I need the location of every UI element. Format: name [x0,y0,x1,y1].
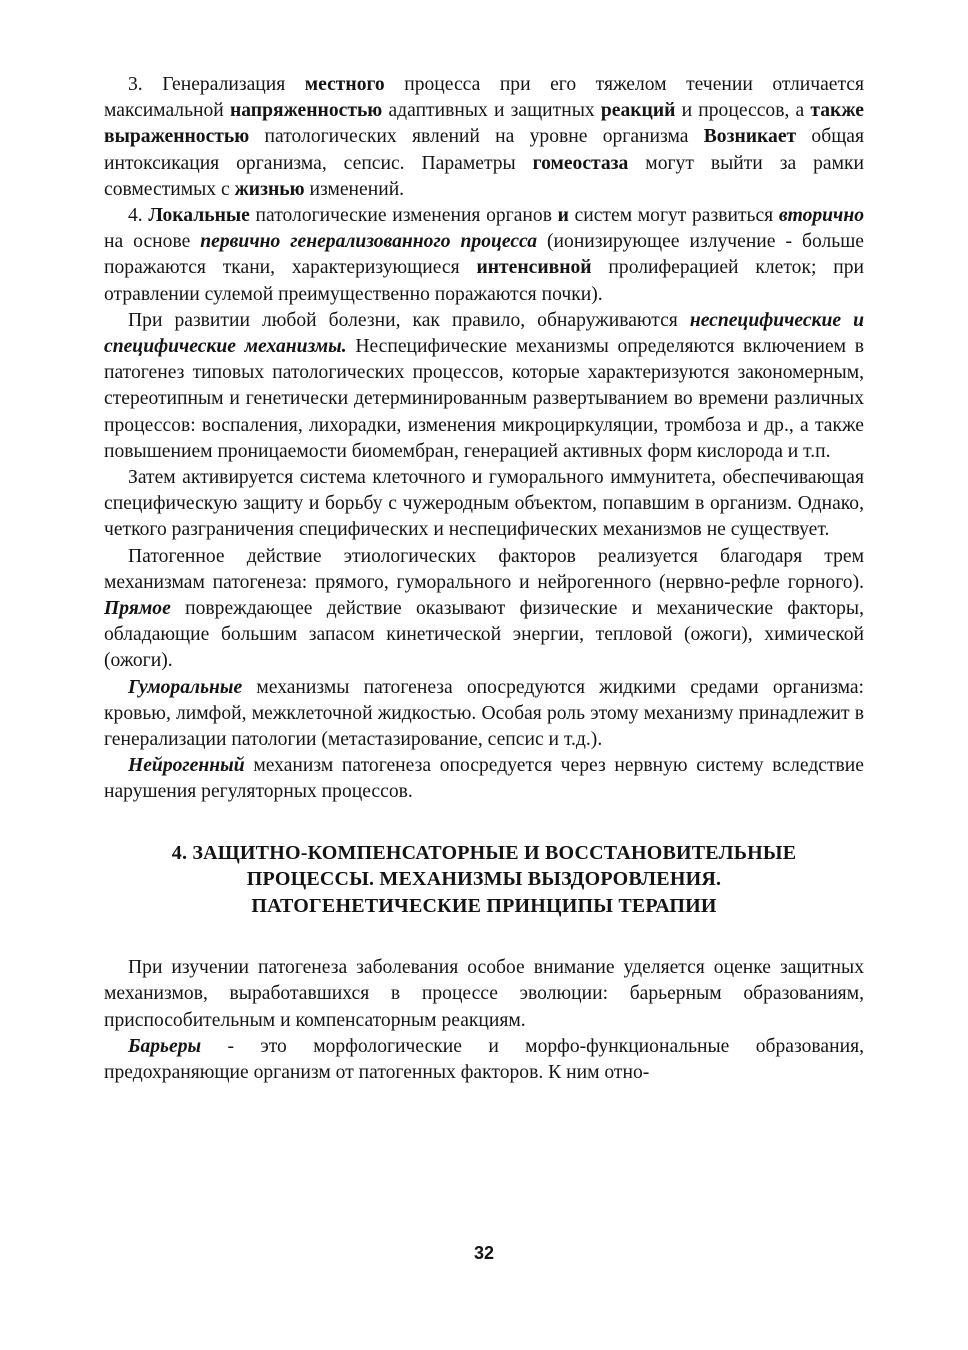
text-run: (ионизирующее излучение - больше поражаются ткани, характеризующиеся [104,231,865,279]
body-text-after-section [104,955,864,1086]
paragraph [104,1034,864,1086]
emphasis-text: Нейрогенный [128,755,245,777]
page-number: 32 [473,1243,495,1263]
text-run: 4. [128,205,149,227]
paragraph [104,753,864,805]
text-run: на основе [104,231,201,253]
text-run: могут выйти за рамки совместимых с [104,152,864,200]
emphasis-text: вторично [778,205,865,227]
text-run: 3. Генерализация [128,74,305,95]
paragraph [104,203,864,308]
text-run: процесса при его тяжелом течении отличается максимальной [104,74,864,122]
paragraph [104,308,864,465]
emphasis-text: Барьеры [128,1035,202,1057]
text-run: и процессов, а [675,100,811,122]
text-run: патологические изменения органов [249,205,558,227]
text-run: механизмы патогенеза опосредуются жидкими средами организма: кровью, лимфой, межклеточной жидкостью. Особая роль этому механизму принадлежит в генерализации патологии (метастазирование, сепсис и т.д.). [104,676,864,751]
emphasis-text: Прямое [104,598,171,620]
text-run: При изучении патогенеза заболевания особое внимание уделяется оценке защитных механизмов, выработавшихся в процессе эволюции: барьерным образованиям, приспособительным и компенсаторным реакциям. [104,957,864,1031]
text-run: систем могут развиться [568,205,779,227]
emphasis-text: и [557,205,569,227]
body-text-before-section [104,72,864,806]
text-run: адаптивных и защитных [382,100,601,122]
text-run: пролиферацией клеток; при отравлении сулемой преимущественно поражаются почки). [104,257,864,305]
emphasis-text: Локальные [148,205,250,227]
text-run: Затем активируется система клеточного и гуморального иммунитета, обеспечивающая специфическую защиту и борьбу с чужеродным объектом, попавшим в организм. Однако, четкого разграничения специфических и неспецифических механизмов не существует. [104,467,864,541]
text-run: общая интоксикация организма, сепсис. Параметры [104,126,864,174]
text-run: Патогенное действие этиологических факторов реализуется благодаря трем механизмам патогенеза: прямого, гуморального и нейрогенного (нервно-рефле горного). [104,545,864,593]
emphasis-text: неспецифические и специфические механизмы. [104,309,864,358]
emphasis-text: интенсивной [476,257,592,279]
text-run: Неспецифические механизмы определяются включением в патогенез типовых патологических процессов, которые характеризуются закономерным, стереотипным и генетически детерминированным развертыванием во времени различных процессов: воспаления, лихорадки, изменения микроциркуляции, тромбоза и др., а также повышением проницаемости биомембран, генерацией активных форм кислорода и т.п. [104,336,864,462]
paragraph [104,72,864,203]
emphasis-text: реакций [600,100,676,122]
section-heading [104,840,864,920]
paragraph [104,544,864,675]
paragraph [104,465,864,544]
emphasis-text: жизнью [234,178,305,200]
text-run: - это морфологические и морфо-функциональные образования, предохраняющие организм от патогенных факторов. К ним отно- [104,1035,864,1083]
section-heading-line-2: ПРОЦЕССЫ. МЕХАНИЗМЫ ВЫЗДОРОВЛЕНИЯ. [246,868,722,891]
text-run: При развитии любой болезни, как правило, обнаруживаются [128,309,690,331]
emphasis-text: Возникает [703,126,797,148]
emphasis-text: также выраженностью [104,100,864,148]
emphasis-text: местного [304,74,385,95]
section-heading-line-3: ПАТОГЕНЕТИЧЕСКИЕ ПРИНЦИПЫ ТЕРАПИИ [251,894,717,917]
text-run: повреждающее действие оказывают физические и механические факторы, обладающие большим запасом кинетической энергии, тепловой (ожоги), химической (ожоги). [104,598,864,672]
text-run: патологических явлений на уровне организма [249,126,704,148]
emphasis-text: гомеостаза [532,152,629,174]
emphasis-text: напряженностью [229,100,383,122]
text-run: механизм патогенеза опосредуется через нервную систему вследствие нарушения регуляторных процессов. [104,755,864,803]
paragraph [104,675,864,754]
text-run: изменений. [304,178,405,200]
section-heading-line-1: 4. ЗАЩИТНО-КОМПЕНСАТОРНЫЕ И ВОССТАНОВИТЕЛЬНЫЕ [171,841,797,864]
emphasis-text: первично генерализованного процесса [200,231,538,253]
paragraph [104,955,864,1034]
emphasis-text: Гуморальные [128,676,243,698]
